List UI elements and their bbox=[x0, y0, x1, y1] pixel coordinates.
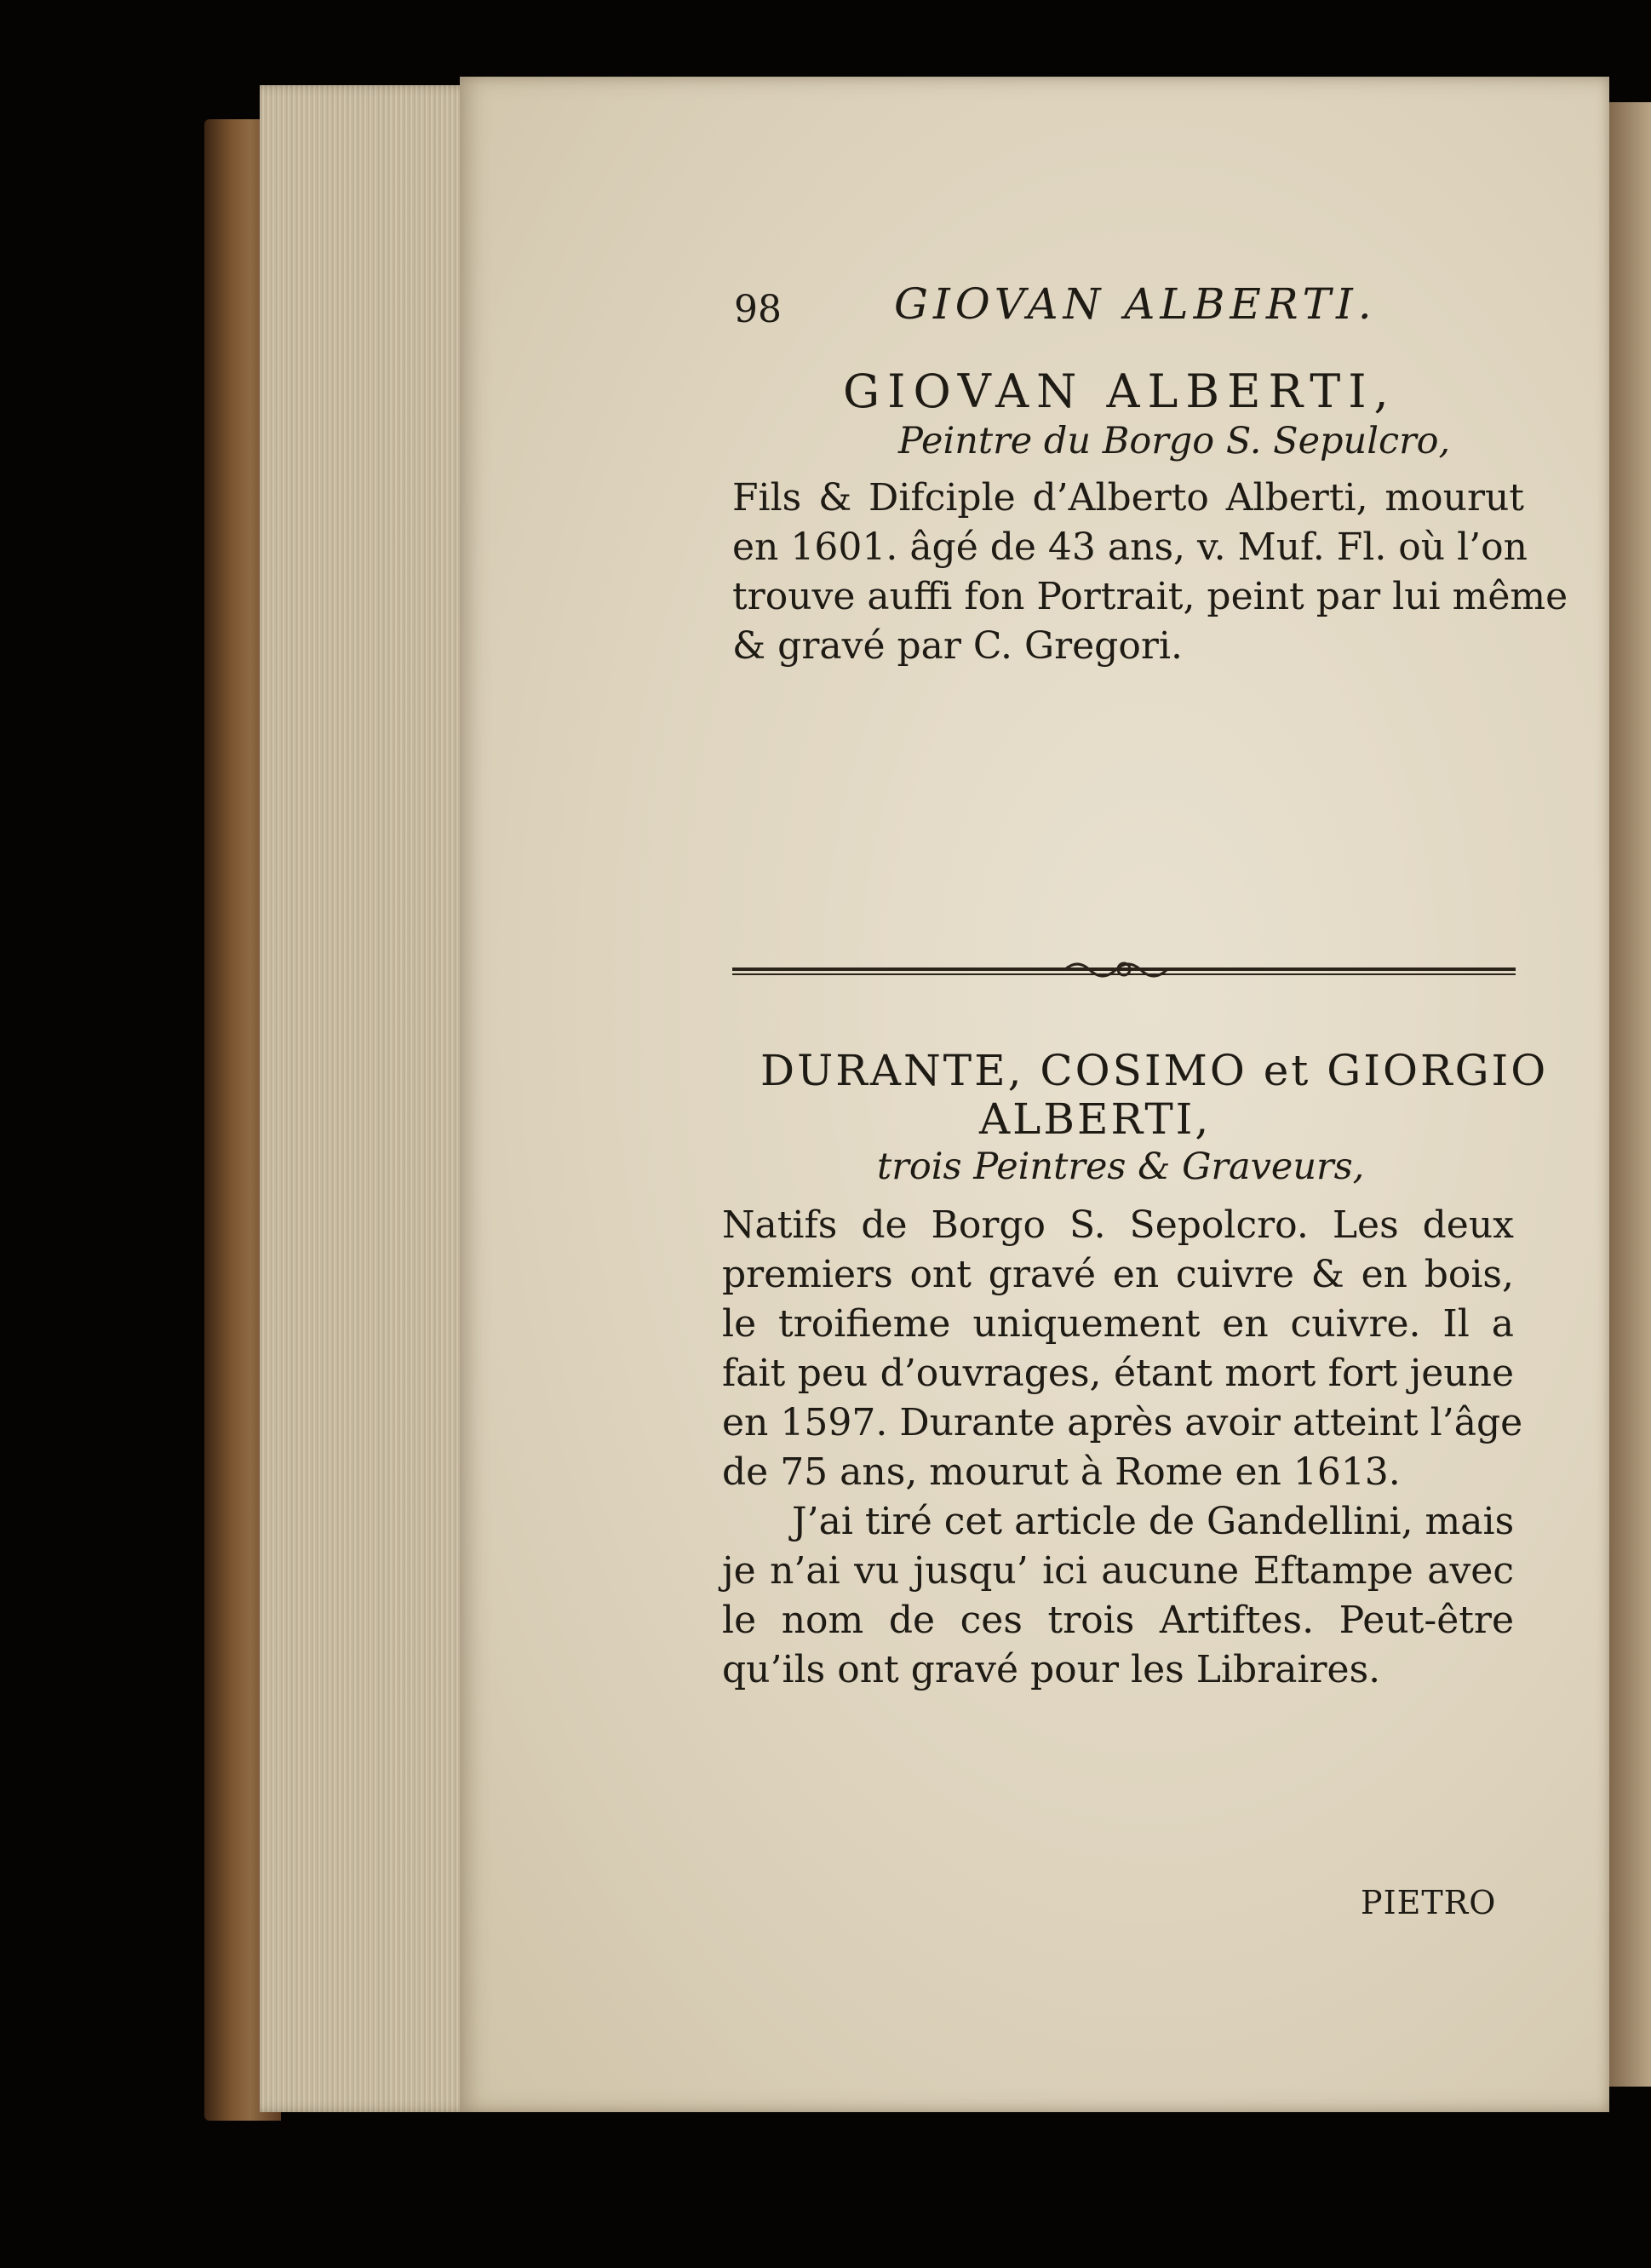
entry1-text bbox=[732, 474, 1568, 671]
text-line: de 75 ans, mourut à Rome en 1613. bbox=[722, 1450, 1401, 1494]
entry2-heading-line1: DURANTE, COSIMO et GIORGIO bbox=[760, 1046, 1549, 1095]
text-line: le nom de ces trois Artiftes. Peut-être bbox=[722, 1599, 1514, 1642]
text-line: premiers ont gravé en cuivre & en bois, bbox=[722, 1253, 1514, 1296]
catchword: PIETRO bbox=[1361, 1884, 1497, 1921]
entry2-paragraph-2 bbox=[722, 1497, 1514, 1695]
page-number: 98 bbox=[734, 288, 782, 331]
ornamental-divider bbox=[732, 958, 1516, 984]
text-line: le troifieme uniquement en cuivre. Il a bbox=[722, 1302, 1514, 1346]
entry1-subheading: Peintre du Borgo S. Sepulcro, bbox=[898, 420, 1451, 462]
entry1-heading: GIOVAN ALBERTI, bbox=[843, 365, 1396, 418]
text-line: en 1597. Durante après avoir atteint l’âge bbox=[722, 1401, 1523, 1444]
text-line: je n’ai vu jusqu’ ici aucune Eftampe avec bbox=[722, 1549, 1514, 1593]
text-line: trouve auffi fon Portrait, peint par lui même bbox=[732, 575, 1568, 618]
entry2-subheading: trois Peintres & Graveurs, bbox=[877, 1145, 1365, 1188]
text-line: Natifs de Borgo S. Sepolcro. Les deux bbox=[722, 1203, 1514, 1247]
entry2-paragraph-1 bbox=[722, 1201, 1523, 1497]
text-line: fait peu d’ouvrages, étant mort fort jeune bbox=[722, 1352, 1514, 1395]
text-line: qu’ils ont gravé pour les Libraires. bbox=[722, 1648, 1381, 1691]
running-head: GIOVAN ALBERTI. bbox=[894, 279, 1377, 329]
text-line: Fils & Difciple d’Alberto Alberti, mourut bbox=[732, 476, 1524, 520]
text-line: & gravé par C. Gregori. bbox=[732, 624, 1183, 668]
page-edges bbox=[260, 85, 473, 2112]
text-line: J’ai tiré cet article de Gandellini, mais bbox=[792, 1500, 1515, 1543]
text-line: en 1601. âgé de 43 ans, v. Muf. Fl. où l’on bbox=[732, 525, 1528, 569]
facing-page-edge bbox=[1605, 102, 1651, 2087]
entry2-heading-line2: ALBERTI, bbox=[979, 1094, 1212, 1144]
